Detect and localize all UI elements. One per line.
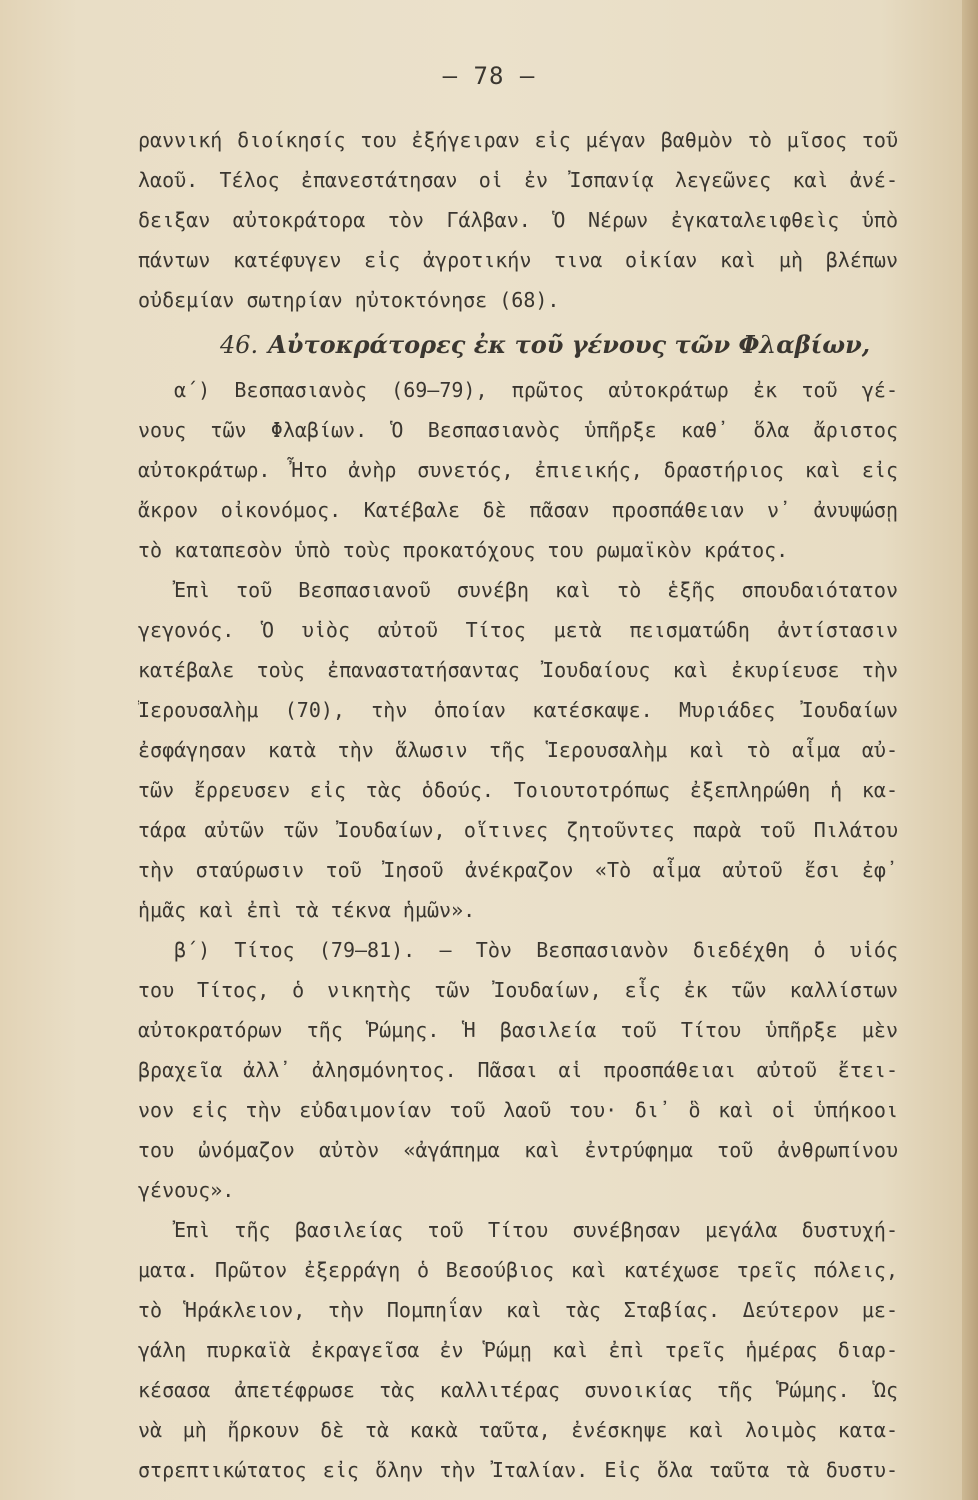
text-line: Ἱερουσαλὴμ (70), τὴν ὁποίαν κατέσκαψε. Μυριάδες Ἰουδαίων	[138, 698, 898, 722]
text-line: λαοῦ. Τέλος ἐπανεστάτησαν οἱ ἐν Ἰσπανίᾳ λεγεῶνες καὶ ἀνέ-	[138, 168, 898, 192]
section-number: 46.	[220, 331, 259, 359]
text-line: αὐτοκρατόρων τῆς Ῥώμης. Ἡ βασιλεία τοῦ Τίτου ὑπῆρξε μὲν	[138, 1018, 898, 1042]
text-line: δειξαν αὐτοκράτορα τὸν Γάλβαν. Ὁ Νέρων ἐγκαταλειφθεὶς ὑπὸ	[138, 208, 898, 232]
section-heading	[138, 322, 898, 368]
text-line: α´) Βεσπασιανὸς (69—79), πρῶτος αὐτοκράτωρ ἐκ τοῦ γέ-	[174, 378, 898, 402]
text-line: Ἐπὶ τοῦ Βεσπασιανοῦ συνέβη καὶ τὸ ἑξῆς σπουδαιότατον	[174, 578, 898, 602]
text-line: βραχεῖα ἀλλ᾽ ἀλησμόνητος. Πᾶσαι αἱ προσπάθειαι αὐτοῦ ἔτει-	[138, 1058, 898, 1082]
text-line: ματα. Πρῶτον ἐξερράγη ὁ Βεσούβιος καὶ κατέχωσε τρεῖς πόλεις,	[138, 1258, 898, 1282]
text-line: κέσασα ἀπετέφρωσε τὰς καλλιτέρας συνοικίας τῆς Ῥώμης. Ὡς	[138, 1378, 898, 1402]
text-line: του ὠνόμαζον αὐτὸν «ἀγάπημα καὶ ἐντρύφημα τοῦ ἀνθρωπίνου	[138, 1138, 898, 1162]
text-line: κατέβαλε τοὺς ἐπαναστατήσαντας Ἰουδαίους καὶ ἐκυρίευσε τὴν	[138, 658, 898, 682]
text-line: στρεπτικώτατος εἰς ὅλην τὴν Ἰταλίαν. Εἰς ὅλα ταῦτα τὰ δυστυ-	[138, 1458, 898, 1482]
body-text	[138, 120, 898, 1490]
text-line: γεγονός. Ὁ υἱὸς αὐτοῦ Τίτος μετὰ πεισματώδη ἀντίστασιν	[138, 618, 898, 642]
text-line: γάλη πυρκαϊὰ ἐκραγεῖσα ἐν Ῥώμῃ καὶ ἐπὶ τρεῖς ἡμέρας διαρ-	[138, 1338, 898, 1362]
text-line: ἐσφάγησαν κατὰ τὴν ἅλωσιν τῆς Ἱερουσαλὴμ καὶ τὸ αἷμα αὐ-	[138, 738, 898, 762]
text-line: νὰ μὴ ἤρκουν δὲ τὰ κακὰ ταῦτα, ἐνέσκηψε καὶ λοιμὸς κατα-	[138, 1418, 898, 1442]
text-line: γένους».	[138, 1178, 235, 1202]
text-line: τὸ Ἡράκλειον, τὴν Πομπηΐαν καὶ τὰς Σταβίας. Δεύτερον με-	[138, 1298, 898, 1322]
text-line: αὐτοκράτωρ. Ἦτο ἀνὴρ συνετός, ἐπιεικής, δραστήριος καὶ εἰς	[138, 458, 898, 482]
text-line: νους τῶν Φλαβίων. Ὁ Βεσπασιανὸς ὑπῆρξε καθ᾽ ὅλα ἄριστος	[138, 418, 898, 442]
text-line: Ἐπὶ τῆς βασιλείας τοῦ Τίτου συνέβησαν μεγάλα δυστυχή-	[174, 1218, 898, 1242]
text-line: του Τίτος, ὁ νικητὴς τῶν Ἰουδαίων, εἷς ἐκ τῶν καλλίστων	[138, 978, 898, 1002]
page-edge	[962, 0, 978, 1500]
text-line: ἄκρον οἰκονόμος. Κατέβαλε δὲ πᾶσαν προσπάθειαν ν᾽ ἀνυψώσῃ	[138, 498, 898, 522]
text-line: ραννική διοίκησίς του ἐξήγειραν εἰς μέγαν βαθμὸν τὸ μῖσος τοῦ	[138, 128, 898, 152]
page-number: — 78 —	[442, 62, 536, 90]
text-line: οὐδεμίαν σωτηρίαν ηὐτοκτόνησε (68).	[138, 288, 560, 312]
text-line: τὴν σταύρωσιν τοῦ Ἰησοῦ ἀνέκραζον «Τὸ αἷμα αὐτοῦ ἔσι ἐφ᾽	[138, 858, 898, 882]
text-line: τὸ καταπεσὸν ὑπὸ τοὺς προκατόχους του ρωμαϊκὸν κράτος.	[138, 538, 789, 562]
text-line: τάρα αὐτῶν τῶν Ἰουδαίων, οἵτινες ζητοῦντες παρὰ τοῦ Πιλάτου	[138, 818, 898, 842]
text-line: τῶν ἔρρευσεν εἰς τὰς ὁδούς. Τοιουτοτρόπως ἐξεπληρώθη ἡ κα-	[138, 778, 898, 802]
text-line: πάντων κατέφυγεν εἰς ἀγροτικήν τινα οἰκίαν καὶ μὴ βλέπων	[138, 248, 898, 272]
section-title: Αὐτοκράτορες ἐκ τοῦ γένους τῶν Φλαβίων,	[268, 330, 871, 359]
text-line: νον εἰς τὴν εὐδαιμονίαν τοῦ λαοῦ του· δι᾽ ὃ καὶ οἱ ὑπήκοοι	[138, 1098, 898, 1122]
text-line: ἡμᾶς καὶ ἐπὶ τὰ τέκνα ἡμῶν».	[138, 898, 476, 922]
text-line: β´) Τίτος (79—81). — Τὸν Βεσπασιανὸν διεδέχθη ὁ υἱός	[174, 938, 898, 962]
